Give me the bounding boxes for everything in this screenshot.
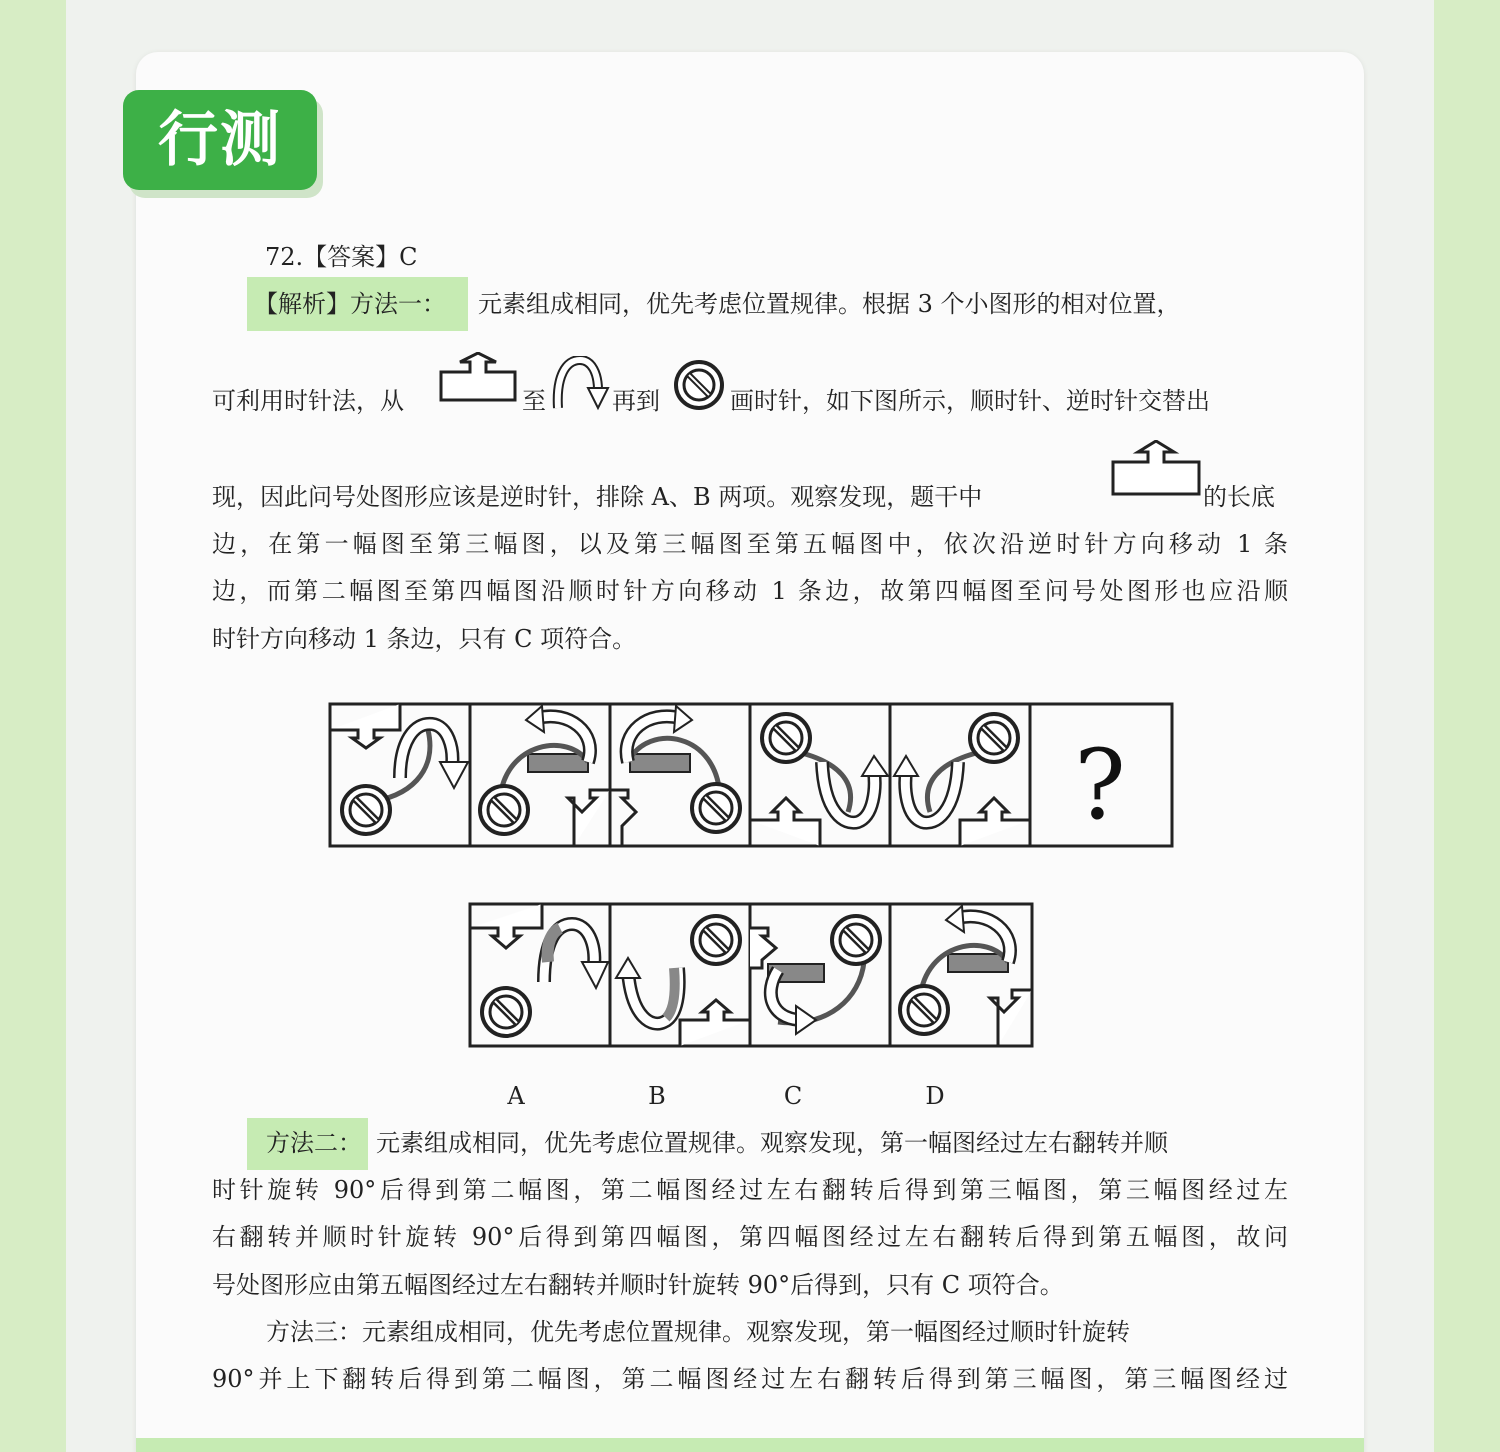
method1-line2-part2: 至: [522, 387, 546, 415]
method2-line4: 号处图形应由第五幅图经过左右翻转并顺时针旋转 90°后得到，只有 C 项符合。: [212, 1271, 1064, 1299]
figure-2: [480, 706, 610, 846]
figure-4: [750, 714, 888, 846]
method1-line3-part1: 现，因此问号处图形应该是逆时针，排除 A、B 两项。观察发现，题干中: [212, 483, 983, 511]
option-a-figure: [470, 904, 608, 1036]
section-tag: 行测: [123, 90, 317, 190]
analysis-label: 【解析】方法一：: [254, 290, 446, 318]
method1-line6: 时针方向移动 1 条边，只有 C 项符合。: [212, 625, 637, 653]
figure-5: [894, 714, 1030, 846]
method2-line3: 右翻转并顺时针旋转 90°后得到第四幅图，第四幅图经过左右翻转后得到第五幅图，故问: [212, 1223, 1288, 1251]
method2-line1: 元素组成相同，优先考虑位置规律。观察发现，第一幅图经过左右翻转并顺: [376, 1129, 1168, 1157]
long-base-bracket-icon: [438, 352, 518, 404]
card-bottom-bar: [136, 1438, 1364, 1452]
option-label-a: A: [507, 1082, 525, 1110]
method1-line2-part4: 画时针，如下图所示，顺时针、逆时针交替出: [730, 387, 1210, 415]
options-figure: [468, 902, 1034, 1048]
option-b-figure: [616, 916, 750, 1046]
question-figure-sequence: [328, 702, 1174, 848]
method1-line2-part1: 可利用时针法，从: [212, 387, 404, 415]
method1-line5: 边，而第二幅图至第四幅图沿顺时针方向移动 1 条边，故第四幅图至问号处图形也应沿顺: [212, 577, 1288, 605]
method3-line1: 方法三：元素组成相同，优先考虑位置规律。观察发现，第一幅图经过顺时针旋转: [266, 1318, 1130, 1346]
option-label-c: C: [783, 1082, 803, 1110]
option-label-b: B: [648, 1082, 666, 1110]
question-mark: ?: [1074, 729, 1126, 841]
method1-line2-part3: 再到: [612, 387, 660, 415]
method1-line1: 元素组成相同，优先考虑位置规律。根据 3 个小图形的相对位置，: [478, 290, 1181, 318]
method2-line2: 时针旋转 90°后得到第二幅图，第二幅图经过左右翻转后得到第三幅图，第三幅图经过左: [212, 1176, 1288, 1204]
option-label-d: D: [925, 1082, 945, 1110]
figure-3: [610, 706, 740, 846]
option-c-figure: [750, 916, 880, 1034]
method2-label: 方法二：: [266, 1129, 362, 1157]
curved-arrow-icon: [552, 356, 612, 412]
method1-line4: 边，在第一幅图至第三幅图，以及第三幅图至第五幅图中，依次沿逆时针方向移动 1 条: [212, 530, 1288, 558]
method3-line2: 90°并上下翻转后得到第二幅图，第二幅图经过左右翻转后得到第三幅图，第三幅图经过: [212, 1365, 1288, 1393]
method1-line3-part2: 的长底: [1203, 483, 1275, 511]
answer-line: 72.【答案】C: [265, 243, 418, 271]
option-d-figure: [900, 906, 1032, 1046]
long-base-bracket-icon: [1110, 440, 1202, 498]
figure-1: [330, 704, 468, 834]
prohibited-circle-icon: [672, 358, 726, 412]
